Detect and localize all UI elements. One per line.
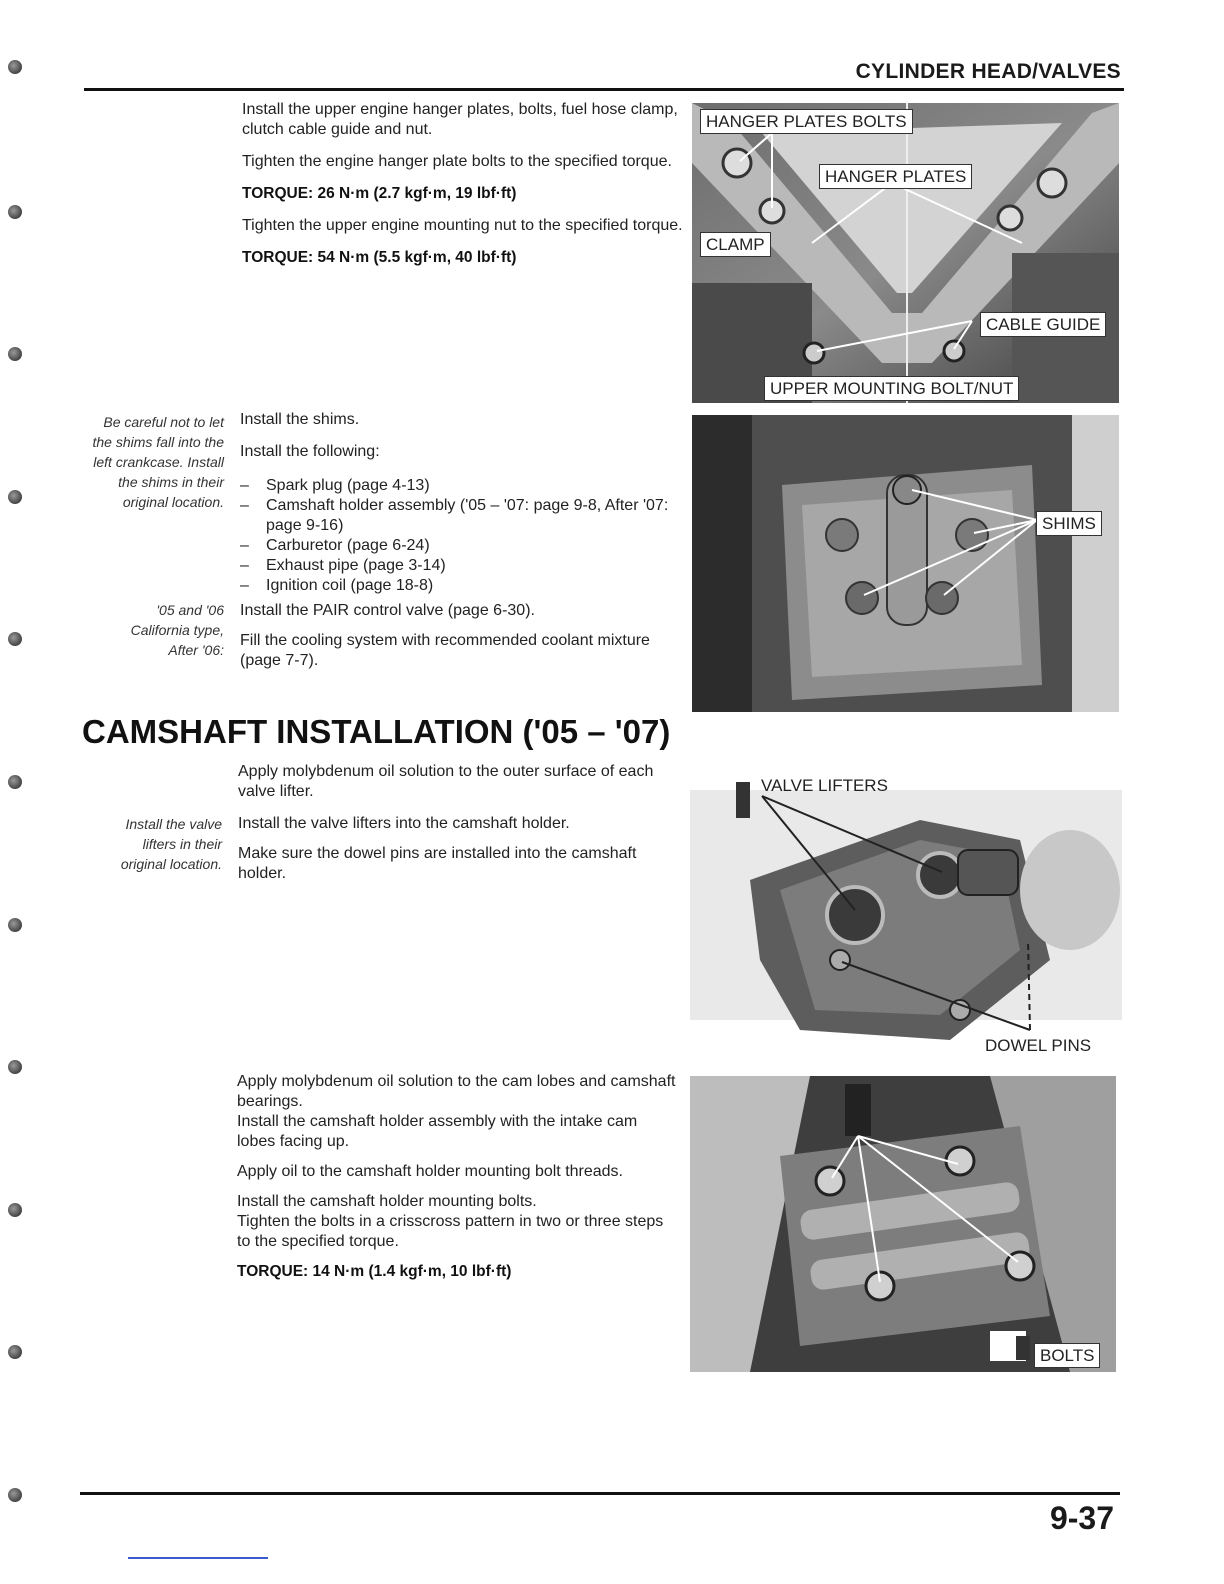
paragraph: Apply oil to the camshaft holder mounting bolt threads. — [237, 1163, 623, 1180]
block2-text — [240, 410, 682, 596]
paragraph: Fill the cooling system with recommended coolant mixture (page 7-7). — [240, 632, 650, 669]
page-number: 9-37 — [1049, 1500, 1114, 1536]
paragraph: Apply molybdenum oil solution to the outer surface of each valve lifter. — [238, 763, 654, 800]
paragraph: Install the shims. — [240, 411, 360, 428]
label-clamp: CLAMP — [700, 232, 771, 257]
paragraph: Tighten the upper engine mounting nut to the specified torque. — [242, 217, 683, 234]
binder-hole — [8, 1203, 22, 1217]
block2-text-lower — [240, 601, 682, 671]
section-title: CAMSHAFT INSTALLATION ('05 – '07) — [82, 713, 671, 750]
torque-spec: TORQUE: 14 N·m (1.4 kgf·m, 10 lbf·ft) — [237, 1263, 512, 1280]
paragraph: Install the upper engine hanger plates, bolts, fuel hose clamp, clutch cable guide and nut. — [242, 101, 678, 138]
binder-hole — [8, 205, 22, 219]
paragraph: Tighten the bolts in a crisscross pattern in two or three steps to the specified torque. — [237, 1213, 664, 1250]
label-dowel-pins: DOWEL PINS — [985, 1036, 1092, 1055]
label-shims: SHIMS — [1036, 511, 1102, 536]
block1-text — [242, 100, 684, 268]
install-list — [240, 476, 682, 596]
photo-cylinder-head-image — [692, 415, 1119, 712]
paragraph: Make sure the dowel pins are installed into the camshaft holder. — [238, 845, 637, 882]
footer-link-underline — [128, 1557, 268, 1559]
paragraph: Apply molybdenum oil solution to the cam lobes and camshaft bearings. — [237, 1073, 676, 1110]
photo-shims — [692, 415, 1119, 712]
paragraph: Install the following: — [240, 443, 380, 460]
label-hanger-plates-bolts: HANGER PLATES BOLTS — [700, 109, 913, 134]
binder-hole — [8, 347, 22, 361]
paragraph: Install the camshaft holder mounting bolts. — [237, 1193, 537, 1210]
paragraph: Tighten the engine hanger plate bolts to the specified torque. — [242, 153, 672, 170]
list-item: – Spark plug (page 4-13) — [240, 476, 682, 496]
torque-spec: TORQUE: 54 N·m (5.5 kgf·m, 40 lbf·ft) — [242, 249, 517, 266]
photo-camshaft-installed-image — [690, 1076, 1116, 1372]
binder-hole — [8, 490, 22, 504]
section-header: CYLINDER HEAD/VALVES — [855, 60, 1121, 83]
binder-hole — [8, 1060, 22, 1074]
binder-hole — [8, 918, 22, 932]
binder-hole — [8, 1345, 22, 1359]
label-bolts: BOLTS — [1034, 1343, 1100, 1368]
block3-text — [238, 762, 682, 884]
paragraph: Install the valve lifters into the camshaft holder. — [238, 815, 570, 832]
side-note-shims: Be careful not to let the shims fall into the left crankcase. Install the shims in their original location. — [92, 414, 224, 510]
list-item: – Camshaft holder assembly ('05 – '07: page 9-8, After '07: page 9-16) — [240, 496, 682, 536]
list-item: – Ignition coil (page 18-8) — [240, 576, 682, 596]
block4-text — [237, 1072, 679, 1282]
binder-hole — [8, 60, 22, 74]
photo-hanger-plates — [692, 103, 1119, 403]
paragraph: Install the camshaft holder assembly with the intake cam lobes facing up. — [237, 1113, 638, 1150]
label-cable-guide: CABLE GUIDE — [980, 312, 1106, 337]
label-hanger-plates: HANGER PLATES — [819, 164, 972, 189]
header-rule — [84, 88, 1124, 91]
label-upper-mounting-bolt-nut: UPPER MOUNTING BOLT/NUT — [764, 376, 1019, 401]
binder-hole — [8, 775, 22, 789]
footer-rule — [80, 1492, 1120, 1495]
side-note-valve-lifters: Install the valve lifters in their original location. — [120, 816, 222, 872]
photo-valve-lifters — [690, 760, 1122, 1060]
binder-hole — [8, 1488, 22, 1502]
torque-spec: TORQUE: 26 N·m (2.7 kgf·m, 19 lbf·ft) — [242, 185, 517, 202]
photo-camshaft-bolts — [690, 1076, 1116, 1372]
label-valve-lifters: VALVE LIFTERS — [761, 776, 888, 795]
photo-camshaft-holder-image — [690, 760, 1122, 1060]
side-note-california: '05 and '06 California type, After '06: — [130, 602, 224, 658]
list-item: – Carburetor (page 6-24) — [240, 536, 682, 556]
list-item: – Exhaust pipe (page 3-14) — [240, 556, 682, 576]
paragraph: Install the PAIR control valve (page 6-30). — [240, 602, 535, 619]
binder-hole — [8, 632, 22, 646]
